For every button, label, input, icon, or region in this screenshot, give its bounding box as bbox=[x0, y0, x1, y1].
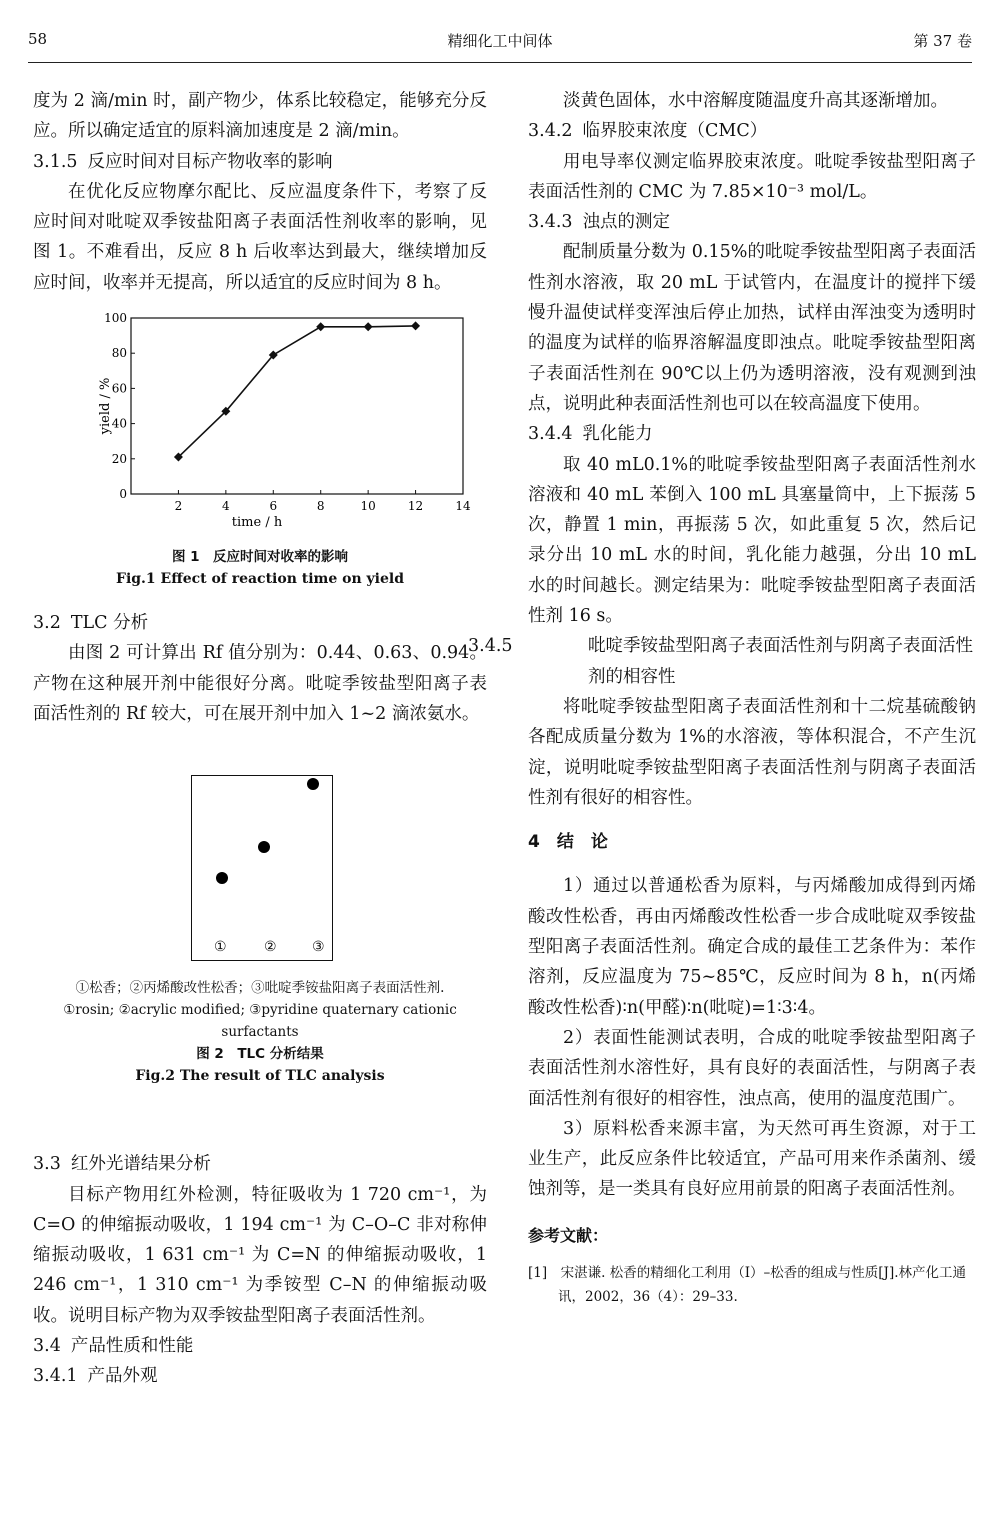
y-tick-label: 40 bbox=[111, 416, 127, 431]
conclusion-3: 3）原料松香来源丰富，为天然可再生资源，对于工业生产，此反应条件比较适宜，产品可用来作杀菌剂、缓蚀剂等，是一类具有良好应用前景的阳离子表面活性剂。 bbox=[528, 1118, 976, 1200]
y-tick-label: 100 bbox=[104, 312, 127, 326]
paragraph: 将吡啶季铵盐型阳离子表面活性剂和十二烷基硫酸钠各配成质量分数为 1%的水溶液，等体积混合，不产生沉淀，说明吡啶季铵盐型阳离子表面活性剂与阴离子表面活性剂有很好的相容性。 bbox=[528, 696, 976, 808]
section-heading-4: 4 结 论 bbox=[528, 832, 608, 853]
paragraph: 目标产物用红外检测，特征吸收为 1 720 cm⁻¹，为 C=O 的伸缩振动吸收，1 194 cm⁻¹ 为 C–O–C 非对称伸缩振动吸收，1 631 cm⁻¹ 为 C=N 的伸缩振动吸收，1 246 cm⁻¹，1 310 cm⁻¹ 为季铵型 C–N 的伸缩振动吸收。说明目标产物为双季铵盐型阳离子表面活性剂。 bbox=[33, 1184, 487, 1326]
figure-2-note-zh: ①松香；②丙烯酸改性松香；③吡啶季铵盐阳离子表面活性剂. bbox=[75, 980, 445, 997]
figure-2 bbox=[33, 773, 487, 1121]
paragraph: 取 40 mL0.1%的吡啶季铵盐型阳离子表面活性剂水溶液和 40 mL 苯倒入 100 mL 具塞量筒中，上下振荡 5 次，静置 1 min，再振荡 5 次，如此重复 5 次，然后记录分出 10 mL 水的时间，乳化能力越强，分出 10 mL 水的时间越长。测定结果为：吡啶季铵盐型阳离子表面活性剂 16 s。 bbox=[528, 454, 976, 627]
conclusion-2: 2）表面性能测试表明，合成的吡啶季铵盐型阳离子表面活性剂水溶性好，具有良好的表面活性，与阴离子表面活性剂有很好的相容性，浊点高，使用的温度范围广。 bbox=[528, 1027, 976, 1109]
x-tick-label: 8 bbox=[316, 499, 325, 514]
x-tick-label: 14 bbox=[455, 499, 471, 514]
conclusion-1: 1）通过以普通松香为原料，与丙烯酸加成得到丙烯酸改性松香，再由丙烯酸改性松香一步合成吡啶双季铵盐型阳离子表面活性剂。确定合成的最佳工艺条件为：苯作溶剂，反应温度为 75~85℃，反应时间为 8 h，n(丙烯酸改性松香)∶n(甲醛)∶n(吡啶)=1∶3∶4。 bbox=[528, 876, 976, 1018]
reference-item: [1] 宋湛谦. 松香的精细化工利用（I）–松香的组成与性质[J].林产化工通讯，2002，36（4）：29–33. bbox=[528, 1264, 967, 1305]
paragraph: 在优化反应物摩尔配比、反应温度条件下，考察了反应时间对吡啶双季铵盐阳离子表面活性剂收率的影响，见图 1。不难看出，反应 8 h 后收率达到最大，继续增加反应时间，收率并无提高，所以适宜的反应时间为 8 h。 bbox=[33, 181, 487, 293]
header-rule bbox=[28, 62, 972, 63]
references-heading: 参考文献： bbox=[528, 1225, 609, 1245]
lane-label-3: ③ bbox=[312, 939, 325, 956]
yield-chart bbox=[33, 312, 487, 536]
x-tick-label: 4 bbox=[222, 499, 230, 514]
section-heading-3-4: 3.4 产品性质和性能 bbox=[33, 1336, 194, 1357]
y-tick-label: 20 bbox=[111, 451, 127, 466]
series-line bbox=[178, 326, 415, 457]
plot-frame bbox=[131, 318, 463, 494]
y-axis-label: yield / % bbox=[98, 377, 113, 435]
volume-label: 第 37 卷 bbox=[913, 32, 972, 50]
running-header bbox=[28, 30, 972, 54]
section-heading-3-2: 3.2 TLC 分析 bbox=[33, 613, 149, 634]
lane-label-1: ① bbox=[214, 939, 227, 956]
tlc-spot-1 bbox=[216, 872, 228, 884]
x-tick-label: 12 bbox=[407, 499, 424, 514]
paragraph: 配制质量分数为 0.15%的吡啶季铵盐型阳离子表面活性剂水溶液，取 20 mL 于试管内，在温度计的搅拌下缓慢升温使试样变浑浊后停止加热，试样由浑浊变为透明时的温度为试样的临界溶解温度即浊点。吡啶季铵盐型阳离子表面活性剂在 90℃以上仍为透明溶液，没有观测到浊点，说明此种表面活性剂也可以在较高温度下使用。 bbox=[528, 242, 976, 414]
tlc-spot-2 bbox=[258, 841, 270, 853]
section-heading-3-1-5: 3.1.5 反应时间对目标产物收率的影响 bbox=[33, 151, 333, 172]
section-heading-3-4-1: 3.4.1 产品外观 bbox=[33, 1366, 158, 1387]
paragraph: 用电导率仪测定临界胶束浓度。吡啶季铵盐型阳离子表面活性剂的 CMC 为 7.85×10⁻³ mol/L。 bbox=[528, 151, 976, 202]
figure-2-note-en: ①rosin; ②acrylic modified; ③pyridine quaternary cationic surfactants bbox=[63, 1002, 457, 1041]
y-tick-label: 80 bbox=[111, 346, 127, 361]
section-heading-3-4-3: 3.4.3 浊点的测定 bbox=[528, 212, 671, 233]
x-tick-label: 10 bbox=[360, 499, 376, 514]
journal-name: 精细化工中间体 bbox=[447, 32, 553, 50]
x-tick-label: 2 bbox=[174, 499, 183, 514]
x-tick-label: 6 bbox=[269, 499, 278, 514]
figure-1-caption-en: Fig.1 Effect of reaction time on yield bbox=[116, 571, 404, 588]
figure-2-caption-en: Fig.2 The result of TLC analysis bbox=[135, 1068, 385, 1085]
right-column bbox=[468, 86, 976, 1309]
x-axis-label: time / h bbox=[231, 515, 283, 531]
data-point bbox=[364, 322, 373, 331]
paragraph: 由图 2 可计算出 Rf 值分别为：0.44、0.63、0.94。产物在这种展开剂中能很好分离。吡啶季铵盐型阳离子表面活性剂的 Rf 较大，可在展开剂中加入 1~2 滴浓氨水。 bbox=[33, 643, 487, 724]
tlc-plate bbox=[191, 775, 333, 961]
data-point bbox=[316, 322, 325, 331]
y-tick-label: 0 bbox=[119, 487, 127, 502]
section-heading-3-4-2: 3.4.2 临界胶束浓度（CMC） bbox=[528, 121, 768, 142]
paragraph: 度为 2 滴/min 时，副产物少，体系比较稳定，能够充分反应。所以确定适宜的原料滴加速度是 2 滴/min。 bbox=[33, 91, 487, 142]
lane-label-2: ② bbox=[264, 939, 277, 956]
section-heading-3-4-4: 3.4.4 乳化能力 bbox=[528, 424, 653, 445]
y-tick-label: 60 bbox=[111, 381, 127, 396]
section-heading-3-4-5: 3.4.5 吡啶季铵盐型阳离子表面活性剂与阴离子表面活性剂的相容性 bbox=[468, 636, 973, 687]
paragraph: 淡黄色固体，水中溶解度随温度升高其逐渐增加。 bbox=[563, 91, 948, 111]
section-heading-3-3: 3.3 红外光谱结果分析 bbox=[33, 1154, 211, 1175]
left-column bbox=[33, 86, 487, 1392]
page-number: 58 bbox=[28, 30, 48, 48]
figure-1 bbox=[33, 312, 487, 588]
data-point bbox=[411, 321, 420, 330]
tlc-spot-3 bbox=[307, 778, 319, 790]
figure-1-caption-zh: 图 1 反应时间对收率的影响 bbox=[171, 549, 349, 566]
figure-2-caption-zh: 图 2 TLC 分析结果 bbox=[196, 1046, 324, 1063]
